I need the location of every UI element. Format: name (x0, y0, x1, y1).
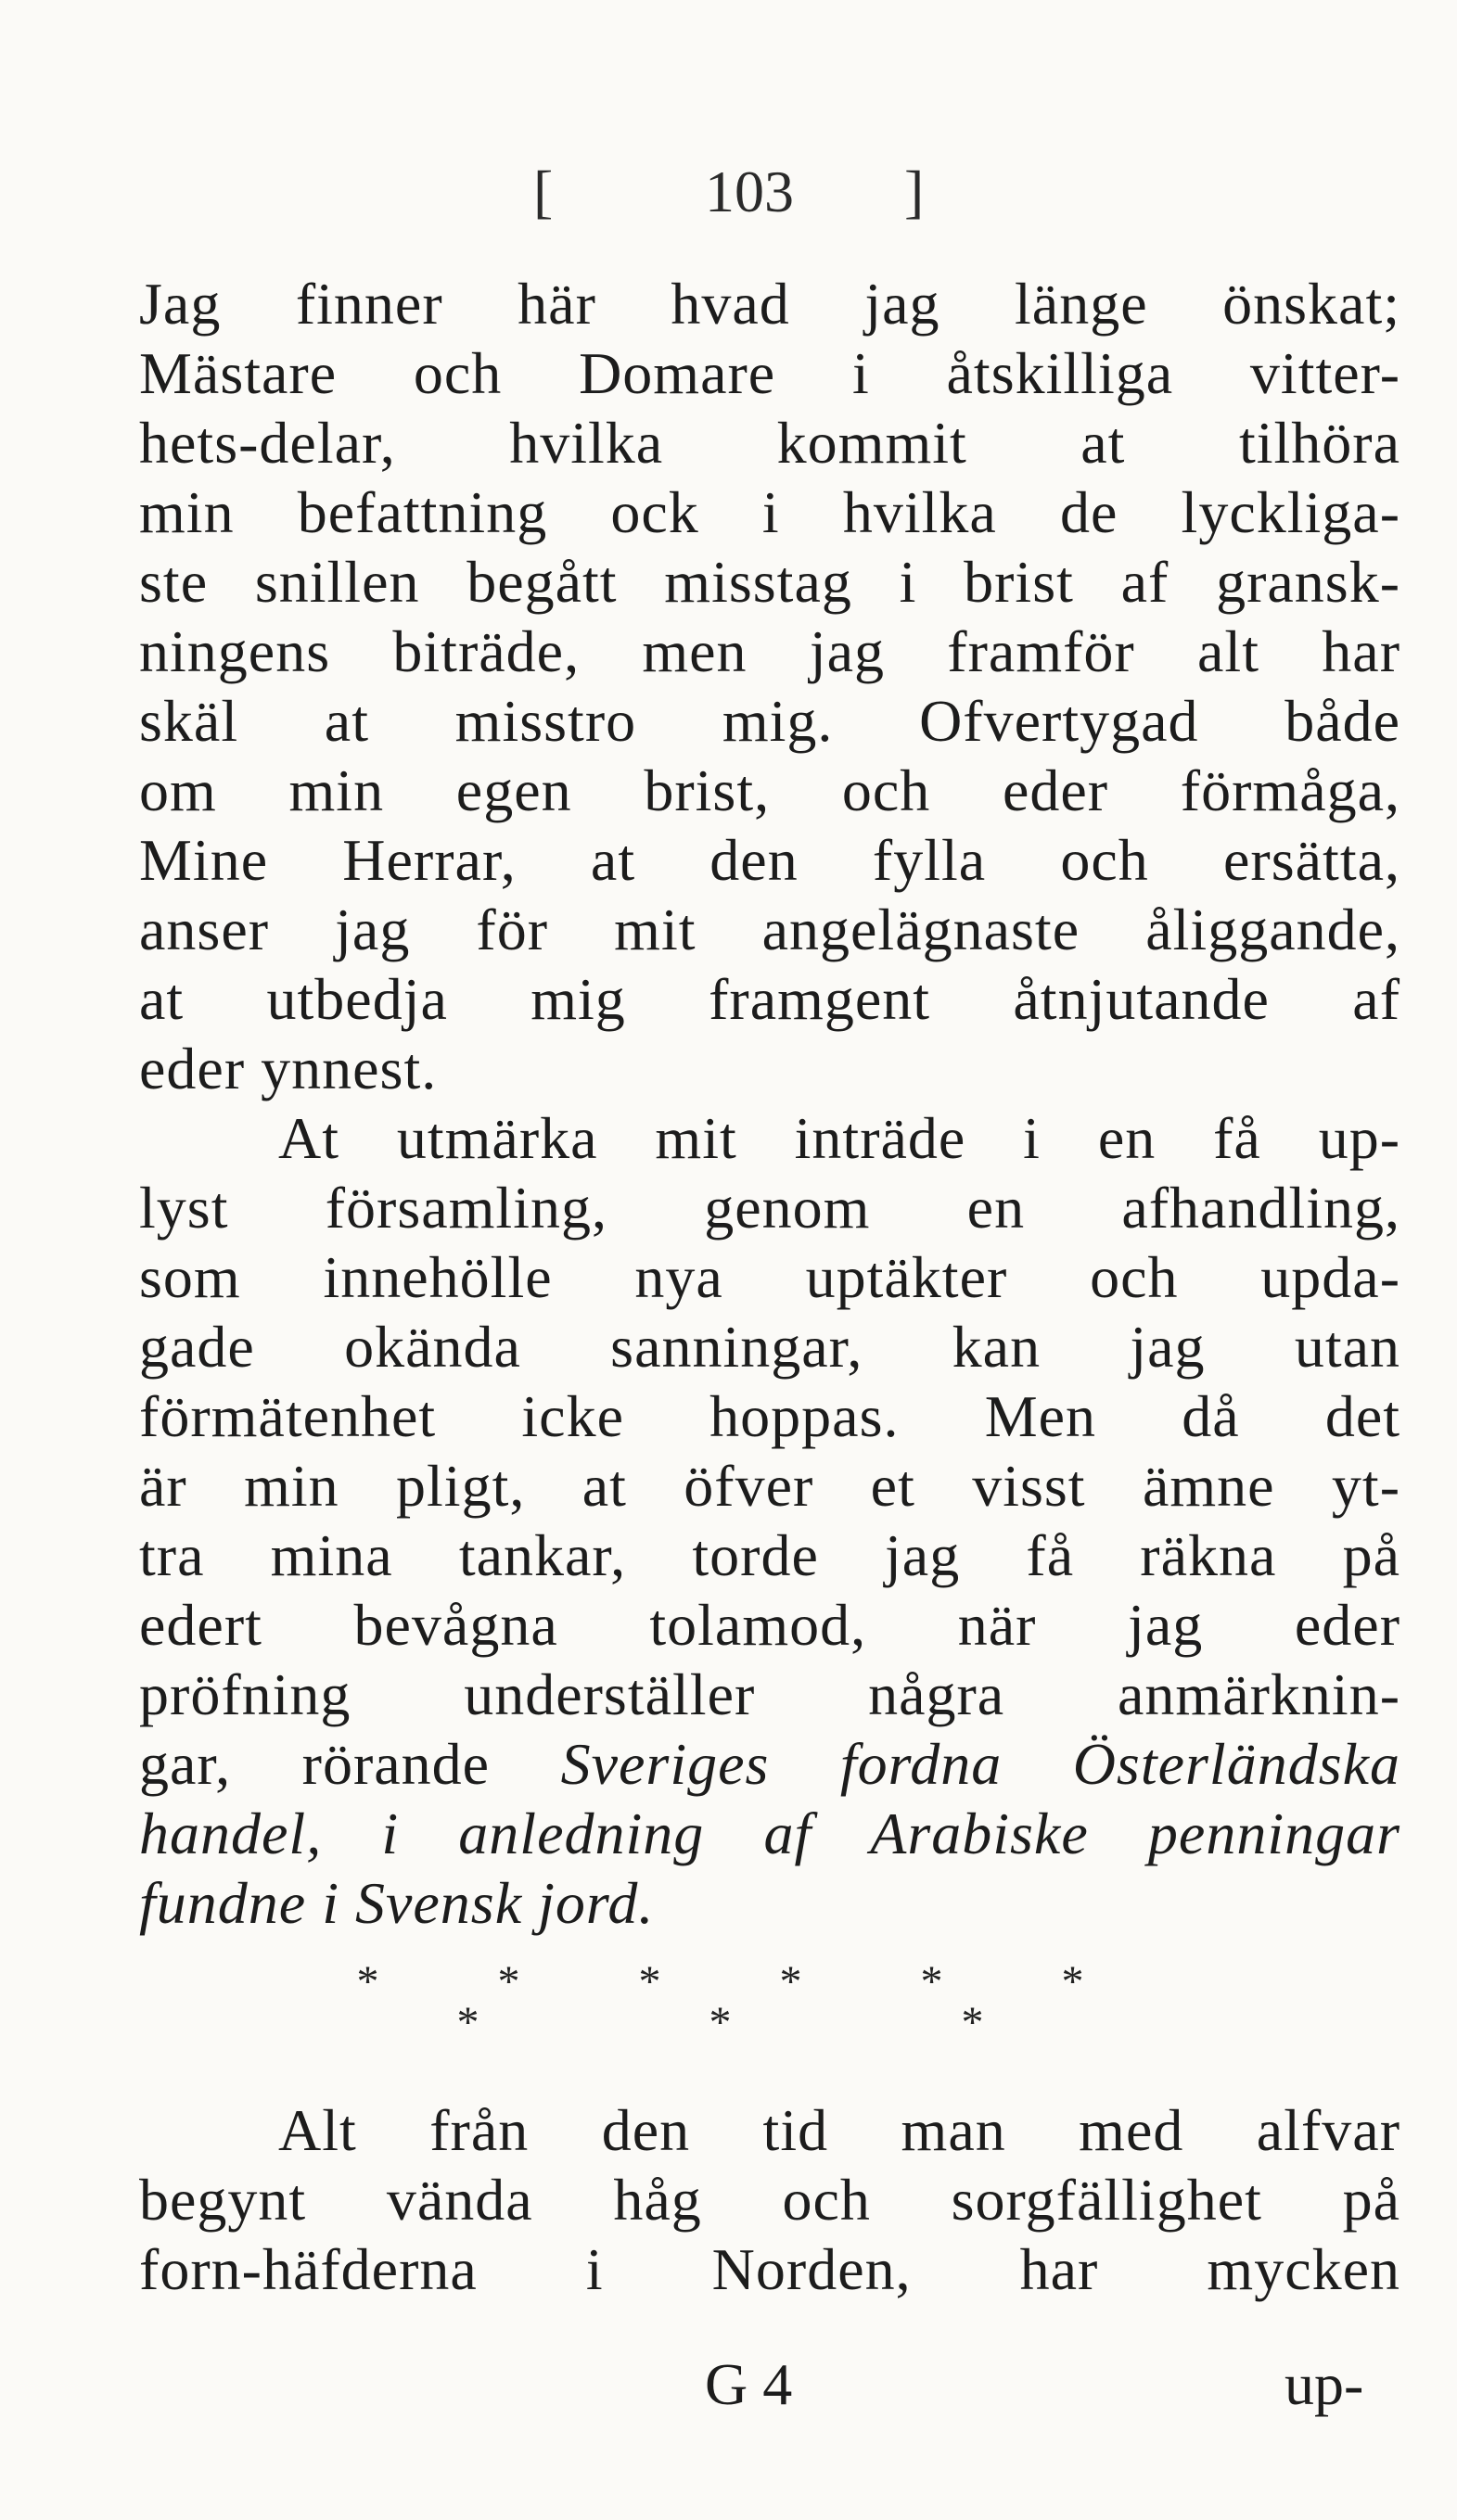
page-header (0, 139, 1457, 241)
asterisk-row: * * * (456, 1998, 1001, 2047)
text-line: Jag finner här hvad jag länge önskat; (139, 271, 1400, 337)
text-line: forn-häfderna i Norden, har mycken (139, 2236, 1400, 2302)
text-segment: gar, rörande (139, 1731, 491, 1797)
header-bracket-left: [ (533, 159, 554, 224)
catchword: up- (1284, 2351, 1364, 2417)
text-line: ste snillen begått misstag i brist af gransk- (139, 549, 1400, 615)
text-line: ningens biträde, men jag framför alt har (139, 618, 1400, 684)
body-text (139, 269, 1400, 1938)
text-line: at utbedja mig framgent åtnjutande af (139, 966, 1400, 1032)
text-line: Alt från den tid man med alfvar (278, 2097, 1400, 2163)
text-line: Mästare och Domare i åtskilliga vitter- (139, 340, 1400, 406)
text-line-mixed (139, 1729, 1400, 1799)
signature-mark: G 4 (705, 2351, 793, 2417)
text-line: edert bevågna tolamod, när jag eder (139, 1592, 1400, 1658)
header-bracket-right: ] (904, 159, 925, 224)
text-line: förmätenhet icke hoppas. Men då det (139, 1383, 1400, 1449)
page-number: 103 (705, 159, 794, 224)
text-line: anser jag för mit angelägnaste åliggande, (139, 897, 1400, 962)
text-line: hets-delar, hvilka kommit at tilhöra (139, 410, 1400, 476)
body-text-continued (139, 2095, 1400, 2304)
text-line: begynt vända håg och sorgfällighet på (139, 2167, 1400, 2233)
text-line: eder ynnest. (139, 1036, 438, 1101)
text-line: lyst församling, genom en afhandling, (139, 1175, 1400, 1241)
text-line: pröfning underställer några anmärknin- (139, 1661, 1400, 1727)
italic-title-segment: Sveriges fordna Österländska (560, 1731, 1401, 1797)
text-line: min befattning ock i hvilka de lyckliga- (139, 479, 1400, 545)
italic-title-line: fundne i Svensk jord. (139, 1870, 655, 1936)
text-line: om min egen brist, och eder förmåga, (139, 757, 1400, 823)
text-line: är min pligt, at öfver et visst ämne yt- (139, 1453, 1400, 1519)
text-line: gade okända sanningar, kan jag utan (139, 1314, 1400, 1380)
text-line: som innehölle nya uptäkter och upda- (139, 1244, 1400, 1310)
italic-title-line: handel, i anledning af Arabiske penningar (139, 1801, 1400, 1866)
page-footer (0, 2350, 1457, 2434)
text-line: At utmärka mit inträde i en få up- (278, 1105, 1400, 1171)
text-line: Mine Herrar, at den fylla och ersätta, (139, 827, 1400, 893)
section-separator (0, 1956, 1457, 2058)
asterisk-row: * * * * * * (356, 1957, 1101, 2006)
text-line: tra mina tankar, torde jag få räkna på (139, 1522, 1400, 1588)
text-line: skäl at misstro mig. Ofvertygad både (139, 688, 1400, 754)
